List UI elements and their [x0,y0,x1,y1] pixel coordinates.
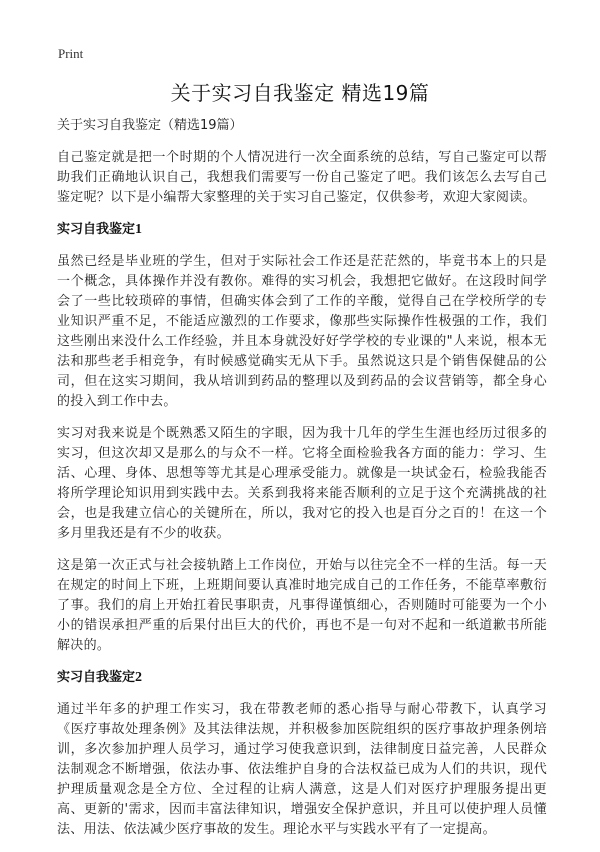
body-paragraph: 通过半年多的护理工作实习，我在带教老师的悉心指导与耐心带教下，认真学习《医疗事故处理条例》及其法律法规，并积极参加医院组织的医疗事故护理条例培训，多次参加护理人员学习，通过学习使我意识到，法律制度日益完善，人民群众法制观念不断增强，依法办事、依法维护自身的合法权益已成为人们的共识，现代护理质量观念是全方位、全过程的让病人满意，这是人们对医疗护理服务提出更高、更新的'需求，因而丰富法律知识，增强安全保护意识，并且可以使护理人员懂法、用法、依法减少医疗事故的发生。理论水平与实践水平有了一定提高。 [57,702,547,837]
section-heading-text: 实习自我鉴定 [57,670,136,685]
intro-paragraph: 自己鉴定就是把一个时期的个人情况进行一次全面系统的总结，写自己鉴定可以帮助我们正确地认识自己，我想我们需要写一份自己鉴定了吧。我们该怎么去写自己鉴定呢？以下是小编帮大家整理的关于实习自己鉴定，仅供参考，欢迎大家阅读。 [57,150,547,205]
section-heading [57,668,547,688]
section-heading-number: 2 [135,670,143,685]
body-paragraph: 这是第一次正式与社会接轨踏上工作岗位，开始与以往完全不一样的生活。每一天在规定的时间上下班，上班期间要认真准时地完成自己的工作任务，不能草率敷衍了事。我们的肩上开始扛着民事职责，凡事得谨慎细心，否则随时可能要为一个小小的错误承担严重的后果付出巨大的代价，再也不是一句对不起和一纸道歉书所能解决的。 [57,558,547,653]
print-link[interactable]: Print [58,46,84,61]
page-title: 关于实习自我鉴定 精选19篇 [170,81,430,105]
body-paragraph: 虽然已经是毕业班的学生，但对于实际社会工作还是茫茫然的，毕竟书本上的只是一个概念，具体操作并没有教你。难得的实习机会，我想把它做好。在这段时间学会了一些比较琐碎的事情，但确实体会到了工作的辛酸，觉得自己在学校所学的专业知识严重不足，不能适应激烈的工作要求，像那些实际操作性极强的工作，我们这些刚出来没什么工作经验，并且本身就没好好学学校的专业课的"人来说，根本无法和那些老手相竞争，有时候感觉确实无从下手。虽然说这只是个销售保健品的公司，但在这实习期间，我从培训到药品的整理以及到药品的会议营销等，都全身心的投入到工作中去。 [57,254,547,409]
document-subtitle: 关于实习自我鉴定（精选19篇） [57,118,243,133]
section-heading [57,220,547,240]
body-paragraph: 实习对我来说是个既熟悉又陌生的字眼，因为我十几年的学生生涯也经历过很多的实习，但这次却又是那么的与众不一样。它将全面检验我各方面的能力：学习、生活、心理、身体、思想等等尤其是心理承受能力。就像是一块试金石，检验我能否将所学理论知识用到实践中去。关系到我将来能否顺利的立足于这个充满挑战的社会，也是我建立信心的关键所在，所以，我对它的投入也是百分之百的！在这一个多月里我还是有不少的收获。 [57,426,547,541]
section-heading-number: 1 [135,222,143,237]
section-heading-text: 实习自我鉴定 [57,222,136,237]
document-body [57,116,547,852]
